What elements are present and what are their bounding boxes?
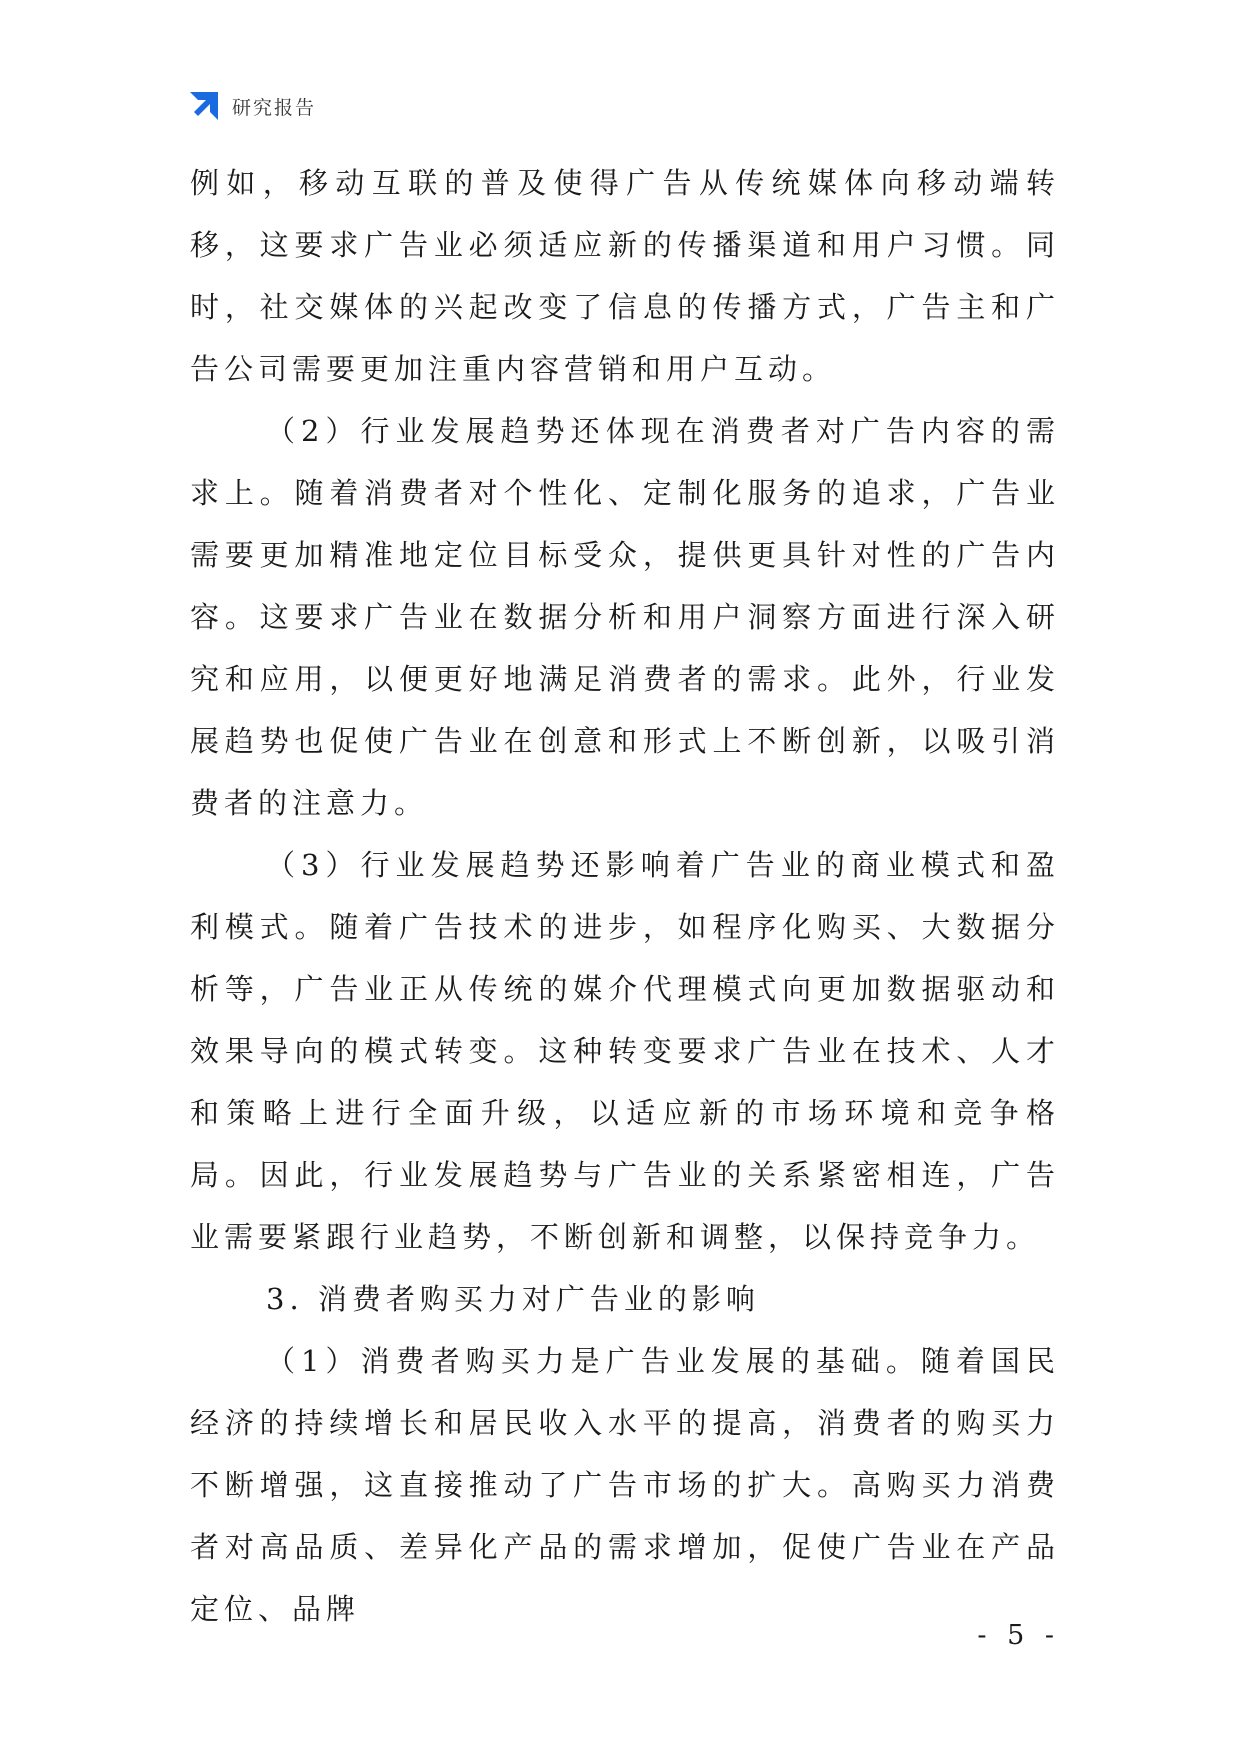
- document-body: [190, 152, 1060, 1640]
- arrow-up-right-logo-icon: [188, 90, 220, 122]
- page-number: - 5 -: [977, 1620, 1060, 1651]
- page-header: [188, 88, 316, 124]
- paragraph-3-1: （1）消费者购买力是广告业发展的基础。随着国民经济的持续增长和居民收入水平的提高，消费者的购买力不断增强，这直接推动了广告市场的扩大。高购买力消费者对高品质、差异化产品的需求增加，促使广告业在产品定位、品牌: [190, 1344, 1060, 1626]
- paragraph-continuation: 例如，移动互联的普及使得广告从传统媒体向移动端转移，这要求广告业必须适应新的传播渠道和用户习惯。同时，社交媒体的兴起改变了信息的传播方式，广告主和广告公司需要更加注重内容营销和用户互动。: [190, 166, 1060, 386]
- section-heading-3: 3. 消费者购买力对广告业的影响: [266, 1282, 760, 1316]
- paragraph-2: （2）行业发展趋势还体现在消费者对广告内容的需求上。随着消费者对个性化、定制化服务的追求，广告业需要更加精准地定位目标受众，提供更具针对性的广告内容。这要求广告业在数据分析和用户洞察方面进行深入研究和应用，以便更好地满足消费者的需求。此外，行业发展趋势也促使广告业在创意和形式上不断创新，以吸引消费者的注意力。: [190, 414, 1060, 820]
- paragraph-3: （3）行业发展趋势还影响着广告业的商业模式和盈利模式。随着广告技术的进步，如程序化购买、大数据分析等，广告业正从传统的媒介代理模式向更加数据驱动和效果导向的模式转变。这种转变要求广告业在技术、人才和策略上进行全面升级，以适应新的市场环境和竞争格局。因此，行业发展趋势与广告业的关系紧密相连，广告业需要紧跟行业趋势，不断创新和调整，以保持竞争力。: [190, 848, 1060, 1254]
- header-title: 研究报告: [232, 96, 317, 119]
